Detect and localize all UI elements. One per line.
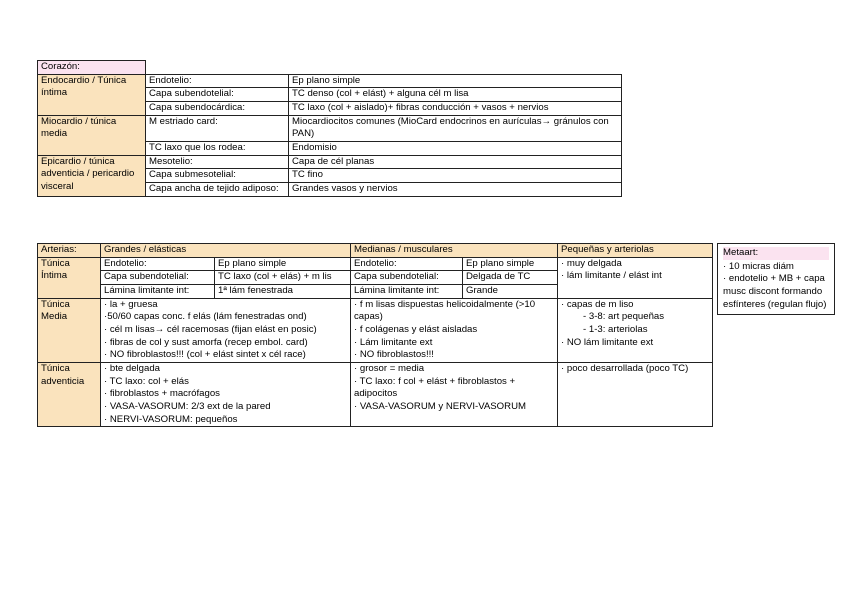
header-grandes: Grandes / elásticas [101,244,351,258]
list-item: · NO fibroblastos!!! [354,349,434,361]
cell-name: Endotelio: [146,74,289,88]
list-item: · capas de m liso [561,298,634,310]
row-label-intima: Túnica Íntima [38,257,101,298]
table-row [718,244,835,315]
cell-name: Capa subendotelial: [351,271,463,285]
row-label-adventicia: Túnica adventicia [38,362,101,426]
metaart-cell [718,244,835,315]
adventicia-pequenas [558,362,713,426]
cell-name: Capa submesotelial: [146,169,289,183]
media-grandes [101,298,351,362]
adventicia-medianas [351,362,558,426]
table-row [38,61,622,75]
cell-desc: Miocardiocitos comunes (MioCard endocrinos en aurículas→ gránulos con PAN) [289,115,622,141]
cell-desc: TC laxo (col + elás) + m lis [215,271,351,285]
list-item: · fibroblastos + macrófagos [104,388,220,400]
cell-name: Capa subendotelial: [101,271,215,285]
cell-desc: Grande [463,284,558,298]
table-row [38,155,622,169]
table-row [38,74,622,88]
corazon-title: Corazón: [38,61,146,75]
table-row [38,257,713,271]
cell-desc: TC fino [289,169,622,183]
cell-desc: Delgada de TC [463,271,558,285]
intima-pequenas [558,257,713,298]
cell-name: Lámina limitante int: [351,284,463,298]
table-row [38,362,713,426]
list-item: · VASA-VASORUM y NERVI-VASORUM [354,400,526,412]
cell-desc: 1ª lám fenestrada [215,284,351,298]
cell-desc: Ep plano simple [289,74,622,88]
cell-name: M estriado card: [146,115,289,141]
list-item: · poco desarrollada (poco TC) [561,362,689,374]
list-item: · 10 micras diám [723,260,794,272]
cell-name: Capa ancha de tejido adiposo: [146,182,289,196]
list-item: · NO lám limitante ext [561,336,654,348]
list-item: · cél m lisas→ cél racemosas (fijan elást en posic) [104,323,317,335]
media-medianas [351,298,558,362]
row-label-media: Túnica Media [38,298,101,362]
list-item: · NERVI-VASORUM: pequeños [104,413,238,425]
list-item: · lám limitante / elást int [561,270,662,282]
cell-name: Endotelio: [351,257,463,271]
list-item: · f m lisas dispuestas helicoidalmente (>10 capas) [354,298,536,323]
table-row [38,244,713,258]
list-item: · muy delgada [561,257,622,269]
cell-desc: TC laxo (col + aislado)+ fibras conducción + vasos + nervios [289,101,622,115]
cell-name: Mesotelio: [146,155,289,169]
list-item: · Lám limitante ext [354,336,433,348]
media-pequenas [558,298,713,362]
list-item: · la + gruesa [104,298,158,310]
list-item: - 3-8: art pequeñas [583,311,665,323]
list-item: · TC laxo: f col + elást + fibroblastos + adipocitos [354,375,516,400]
list-item: - 1-3: arteriolas [583,323,648,335]
layer-miocardio: Miocardio / túnica media [38,115,146,155]
list-item: · grosor = media [354,362,425,374]
cell-desc: TC denso (col + elást) + alguna cél m lisa [289,88,622,102]
list-item: ·50/60 capas conc. f elás (lám fenestradas ond) [104,311,307,323]
cell-name: TC laxo que los rodea: [146,141,289,155]
list-item: · TC laxo: col + elás [104,375,189,387]
cell-desc: Ep plano simple [215,257,351,271]
corazon-table [37,60,622,197]
cell-desc: Ep plano simple [463,257,558,271]
header-arterias: Arterias: [38,244,101,258]
cell-desc: Capa de cél planas [289,155,622,169]
cell-name: Capa subendocárdica: [146,101,289,115]
header-medianas: Medianas / musculares [351,244,558,258]
cell-desc: Grandes vasos y nervios [289,182,622,196]
cell-name: Capa subendotelial: [146,88,289,102]
cell-name: Endotelio: [101,257,215,271]
cell-desc: Endomisio [289,141,622,155]
arterias-table [37,243,713,427]
adventicia-grandes [101,362,351,426]
table-row [38,115,622,141]
table-row [38,298,713,362]
list-item: · endotelio + MB + capa musc discont formando esfínteres (regulan flujo) [723,273,827,310]
cell-name: Lámina limitante int: [101,284,215,298]
metaart-title: Metaart: [723,247,829,260]
list-item: · NO fibroblastos!!! (col + elást sintet x cél race) [104,349,306,361]
header-pequenas: Pequeñas y arteriolas [558,244,713,258]
list-item: · VASA-VASORUM: 2/3 ext de la pared [104,400,271,412]
list-item: · bte delgada [104,362,161,374]
list-item: · f colágenas y elást aisladas [354,323,478,335]
layer-epicardio: Epicardio / túnica adventicia / pericardio visceral [38,155,146,196]
layer-endocardio: Endocardio / Túnica íntima [38,74,146,115]
list-item: · fibras de col y sust amorfa (recep embol. card) [104,336,308,348]
metaart-table [717,243,835,315]
